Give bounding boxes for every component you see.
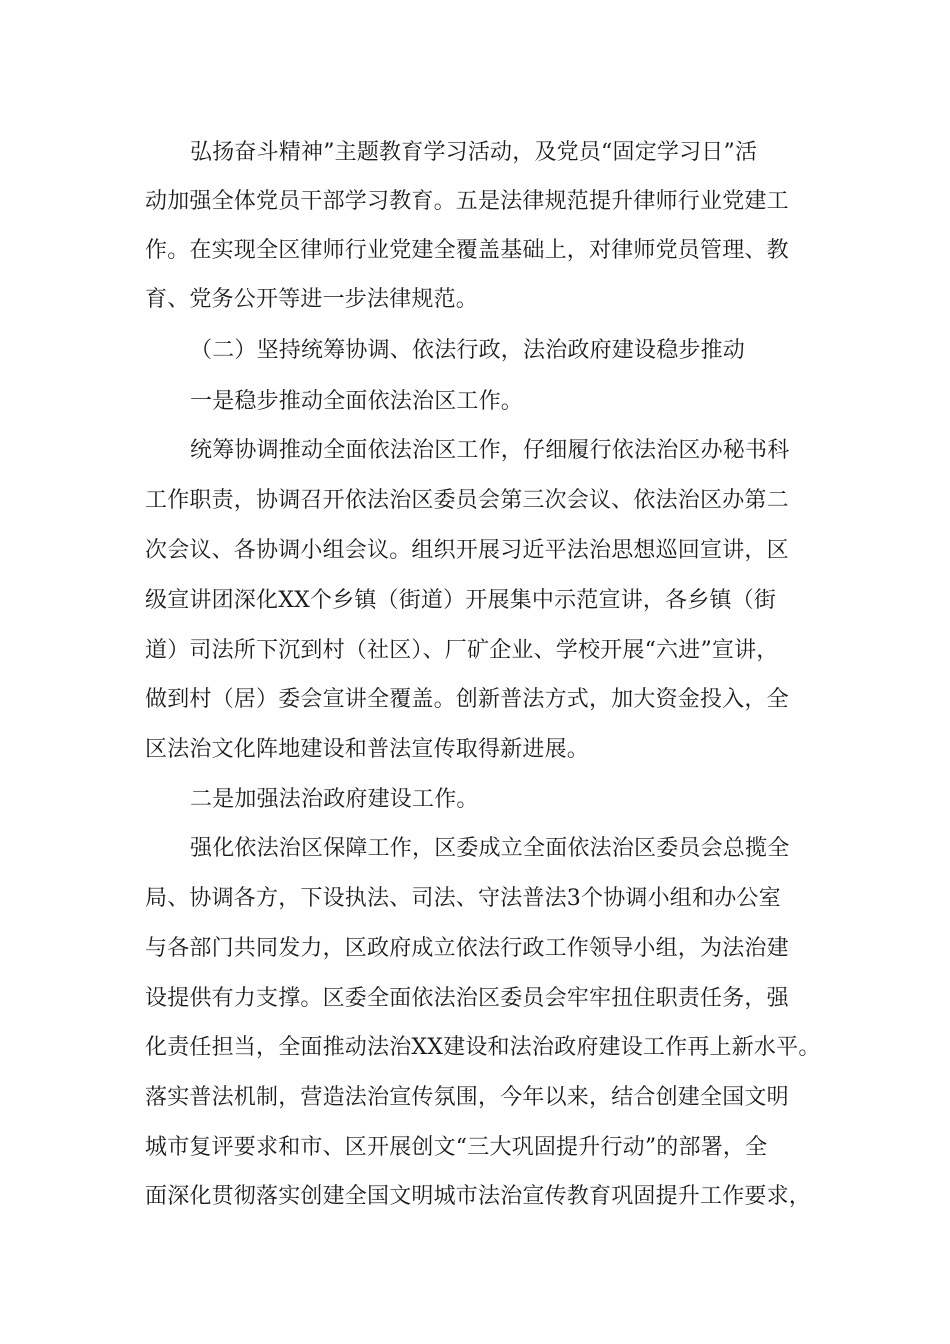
section-heading: （二）坚持统筹协调、依法行政，法治政府建设稳步推动 [190, 338, 746, 363]
subheading: 一是稳步推动全面依法治区工作。 [190, 389, 524, 414]
text-line: 城市复评要求和市、区开展创文“三大巩固提升行动”的部署，全 [145, 1135, 768, 1160]
text-line: 面深化贯彻落实创建全国文明城市法治宣传教育巩固提升工作要求， [145, 1184, 812, 1209]
text-line: 动加强全体党员干部学习教育。五是法律规范提升律师行业党建工 [145, 189, 789, 214]
text-line: 弘扬奋斗精神”主题教育学习活动，及党员“固定学习日”活 [190, 140, 758, 165]
text-line: 强化依法治区保障工作，区委成立全面依法治区委员会总揽全 [190, 836, 790, 861]
text-line: 级宣讲团深化XX个乡镇（街道）开展集中示范宣讲，各乡镇（街 [145, 588, 777, 613]
text-line: 与各部门共同发力，区政府成立依法行政工作领导小组，为法治建 [145, 936, 789, 961]
text-line: 次会议、各协调小组会议。组织开展习近平法治思想巡回宣讲，区 [145, 538, 789, 563]
text-line: 道）司法所下沉到村（社区）、厂矿企业、学校开展“六进”宣讲， [145, 638, 779, 663]
text-line: 化责任担当，全面推动法治XX建设和法治政府建设工作再上新水平。 [145, 1035, 821, 1060]
text-line: 做到村（居）委会宣讲全覆盖。创新普法方式，加大资金投入，全 [145, 687, 789, 712]
text-line: 设提供有力支撑。区委全面依法治区委员会牢牢扭住职责任务，强 [145, 986, 789, 1011]
text-line: 区法治文化阵地建设和普法宣传取得新进展。 [145, 737, 590, 762]
subheading: 二是加强法治政府建设工作。 [190, 787, 479, 812]
text-line: 落实普法机制，营造法治宣传氛围，今年以来，结合创建全国文明 [145, 1085, 789, 1110]
text-line: 局、协调各方，下设执法、司法、守法普法3个协调小组和办公室 [145, 886, 781, 911]
text-line: 作。在实现全区律师行业党建全覆盖基础上，对律师党员管理、教 [145, 238, 789, 263]
text-line: 工作职责，协调召开依法治区委员会第三次会议、依法治区办第二 [145, 488, 789, 513]
text-line: 育、党务公开等进一步法律规范。 [145, 287, 479, 312]
text-line: 统筹协调推动全面依法治区工作，仔细履行依法治区办秘书科 [190, 438, 790, 463]
